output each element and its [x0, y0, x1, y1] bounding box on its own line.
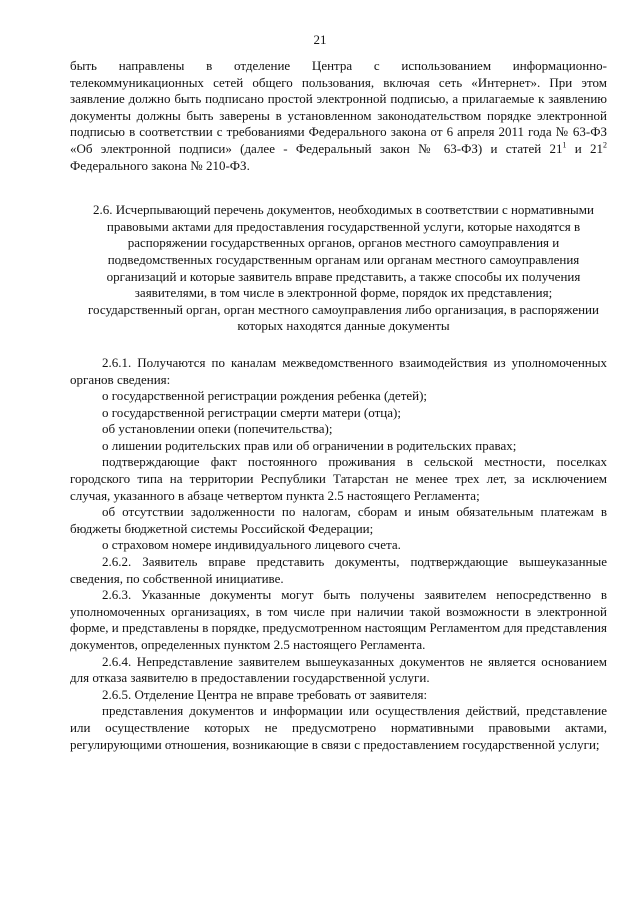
intro-text-end: Федерального закона № 210-ФЗ.	[70, 157, 250, 173]
paragraph-2-6-1: 2.6.1. Получаются по каналам межведомственного взаимодействия из уполномоченных органов сведения:	[70, 354, 607, 387]
intro-text: быть направлены в отделение Центра с использованием информационно-телекоммуникационных сетей общего пользования, включая сеть «Интернет». При этом заявление должно быть подписано простой электронной подписью, а прилагаемые к заявлению документы должны быть заверены в установленном законодательством порядке электронной подписью в соответствии с требованиями Федерального закона от 6 апреля 2011 года № 63-ФЗ «Об электронной подписи» (далее - Федеральный закон № 63-ФЗ) и статей 21	[70, 58, 607, 156]
list-item-custody: об установлении опеки (попечительства);	[102, 421, 333, 437]
list-item-residence: подтверждающие факт постоянного проживания в сельской местности, поселках городского типа на территории Республики Татарстан не менее трех лет, за исключением случая, указанного в абзаце четвертом пункта 2.5 настоящего Регламента;	[70, 454, 607, 503]
section-heading-2-6: 2.6. Исчерпывающий перечень документов, необходимых в соответствии с нормативными правовыми актами для предоставления государственной услуги, которые находятся в распоряжении государственных органов, органов местного самоуправления и подведомственных государственным органам или органам местного самоуправления организаций и которые заявитель вправе представить, а также способы их получения заявителями, в том числе в электронной форме, порядок их представления; государственный орган, орган местного самоуправления либо организация, в распоряжении которых находятся данные документы	[88, 202, 599, 334]
list-item-parental-rights: о лишении родительских прав или об ограничении в родительских правах;	[102, 437, 517, 453]
list-item-death-registration: о государственной регистрации смерти матери (отца);	[102, 404, 401, 420]
document-body	[70, 58, 607, 753]
list-item-unnecessary-actions: представления документов и информации или осуществления действий, представление или осуществление которых не предусмотрено нормативными правовыми актами, регулирующими отношения, возникающие в связи с предоставлением государственной услуги;	[70, 703, 607, 752]
intro-superscript-1: 1	[562, 140, 567, 150]
paragraph-2-6-4: 2.6.4. Непредставление заявителем вышеуказанных документов не является основанием для отказа заявителю в предоставлении государственной услуги.	[70, 653, 607, 686]
list-item-birth-registration: о государственной регистрации рождения ребенка (детей);	[102, 388, 428, 404]
list-item-insurance-number: о страховом номере индивидуального лицевого счета.	[102, 537, 401, 553]
intro-text-middle: и 21	[566, 140, 603, 156]
paragraph-2-6-3: 2.6.3. Указанные документы могут быть получены заявителем непосредственно в уполномоченных организациях, в том числе при наличии такой возможности в электронной форме, и представлены в порядке, предусмотренном настоящим Регламентом для представления документов, определенных пунктом 2.5 настоящего Регламента.	[70, 587, 607, 652]
page-number: 21	[313, 32, 327, 47]
list-item-tax-debt: об отсутствии задолженности по налогам, сборам и иным обязательным платежам в бюджеты бюджетной системы Российской Федерации;	[70, 504, 607, 536]
intro-superscript-2: 2	[603, 140, 607, 150]
paragraph-2-6-5: 2.6.5. Отделение Центра не вправе требовать от заявителя:	[102, 686, 428, 702]
intro-paragraph	[70, 58, 607, 174]
paragraph-2-6-2: 2.6.2. Заявитель вправе представить документы, подтверждающие вышеуказанные сведения, по собственной инициативе.	[70, 554, 607, 586]
